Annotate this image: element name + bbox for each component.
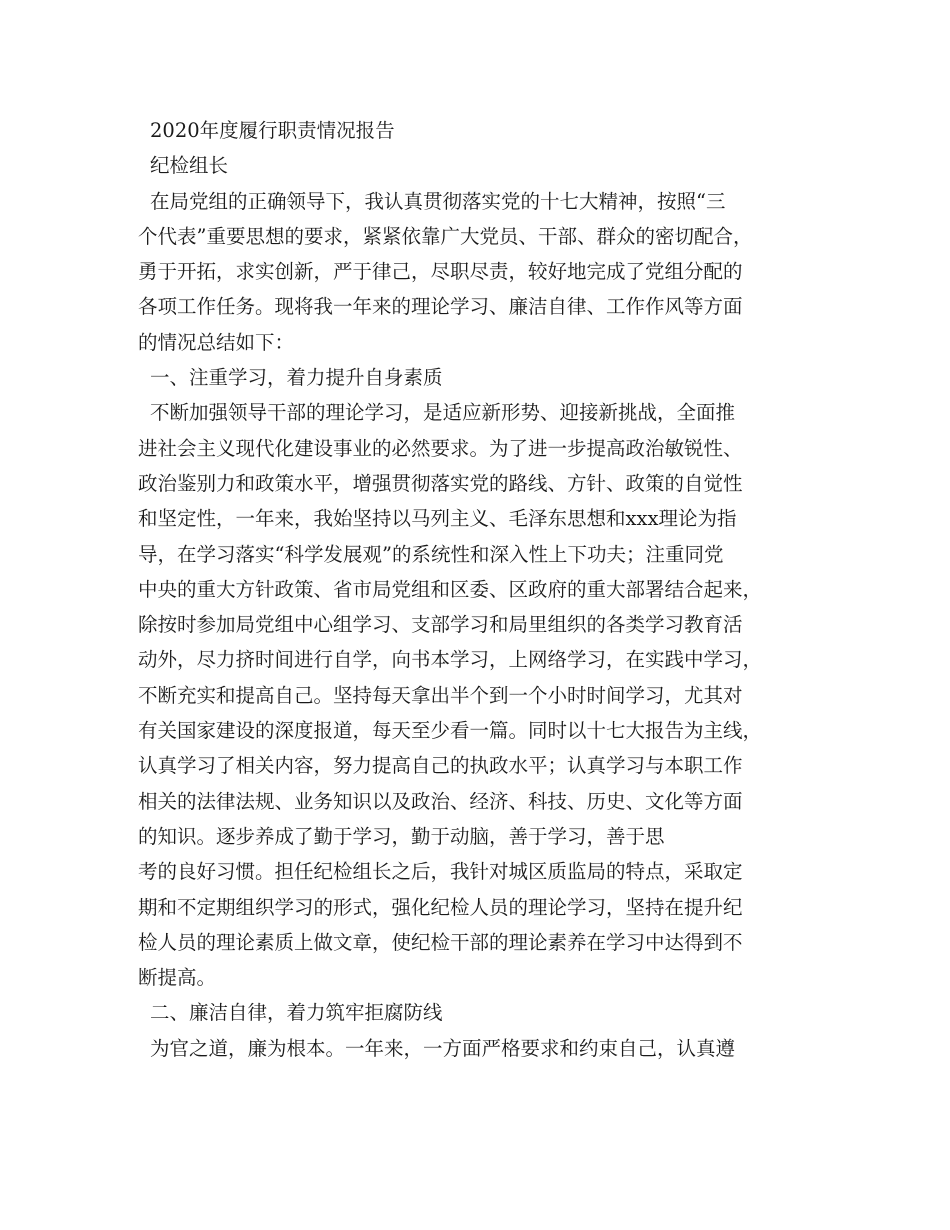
text-line: 期和不定期组织学习的形式，强化纪检人员的理论学习，坚持在提升纪 <box>138 895 743 919</box>
document-title: 2020年度履行职责情况报告 <box>150 119 395 142</box>
text-line: 断提高。 <box>138 966 217 990</box>
text-line: 除按时参加局党组中心组学习、支部学习和局里组织的各类学习教育活 <box>138 613 743 637</box>
text-line: 不断加强领导干部的理论学习，是适应新形势、迎接新挑战，全面推 <box>150 401 736 425</box>
text-line: 的情况总结如下： <box>138 330 295 354</box>
text-line: 认真学习了相关内容，努力提高自己的执政水平；认真学习与本职工作 <box>138 754 743 778</box>
text-line: 为官之道，廉为根本。一年来，一方面严格要求和约束自己，认真遵 <box>150 1036 736 1060</box>
text-line: 各项工作任务。现将我一年来的理论学习、廉洁自律、工作作风等方面 <box>138 295 743 319</box>
text-line: 和坚定性，一年来，我始坚持以马列主义、毛泽东思想和xxx理论为指 <box>138 507 737 531</box>
text-line: 二、廉洁自律，着力筑牢拒腐防线 <box>150 1001 443 1025</box>
text-line: 导，在学习落实“科学发展观”的系统性和深入性上下功夫；注重同党 <box>138 542 724 566</box>
text-line: 动外，尽力挤时间进行自学，向书本学习，上网络学习，在实践中学习， <box>138 648 763 672</box>
text-line: 有关国家建设的深度报道，每天至少看一篇。同时以十七大报告为主线， <box>138 719 763 743</box>
text-line: 一、注重学习，着力提升自身素质 <box>150 366 443 390</box>
text-line: 在局党组的正确领导下，我认真贯彻落实党的十七大精神，按照“三 <box>150 189 726 213</box>
text-line: 不断充实和提高自己。坚持每天拿出半个到一个小时时间学习，尤其对 <box>138 683 743 707</box>
text-line: 考的良好习惯。担任纪检组长之后，我针对城区质监局的特点，采取定 <box>138 860 743 884</box>
text-line: 中央的重大方针政策、省市局党组和区委、区政府的重大部署结合起来， <box>138 577 763 601</box>
body-text <box>138 184 828 1066</box>
text-line: 相关的法律法规、业务知识以及政治、经济、科技、历史、文化等方面 <box>138 789 743 813</box>
text-line: 检人员的理论素质上做文章，使纪检干部的理论素养在学习中达得到不 <box>138 930 743 954</box>
text-line: 的知识。逐步养成了勤于学习，勤于动脑，善于学习，善于思 <box>138 824 665 848</box>
text-line: 政治鉴别力和政策水平，增强贯彻落实党的路线、方针、政策的自觉性 <box>138 471 743 495</box>
text-line: 勇于开拓，求实创新，严于律己，尽职尽责，较好地完成了党组分配的 <box>138 260 743 284</box>
text-line: 个代表”重要思想的要求，紧紧依靠广大党员、干部、群众的密切配合， <box>138 224 753 248</box>
document-body <box>138 113 828 1066</box>
author-role: 纪检组长 <box>150 154 229 178</box>
text-line: 进社会主义现代化建设事业的必然要求。为了进一步提高政治敏锐性、 <box>138 436 743 460</box>
